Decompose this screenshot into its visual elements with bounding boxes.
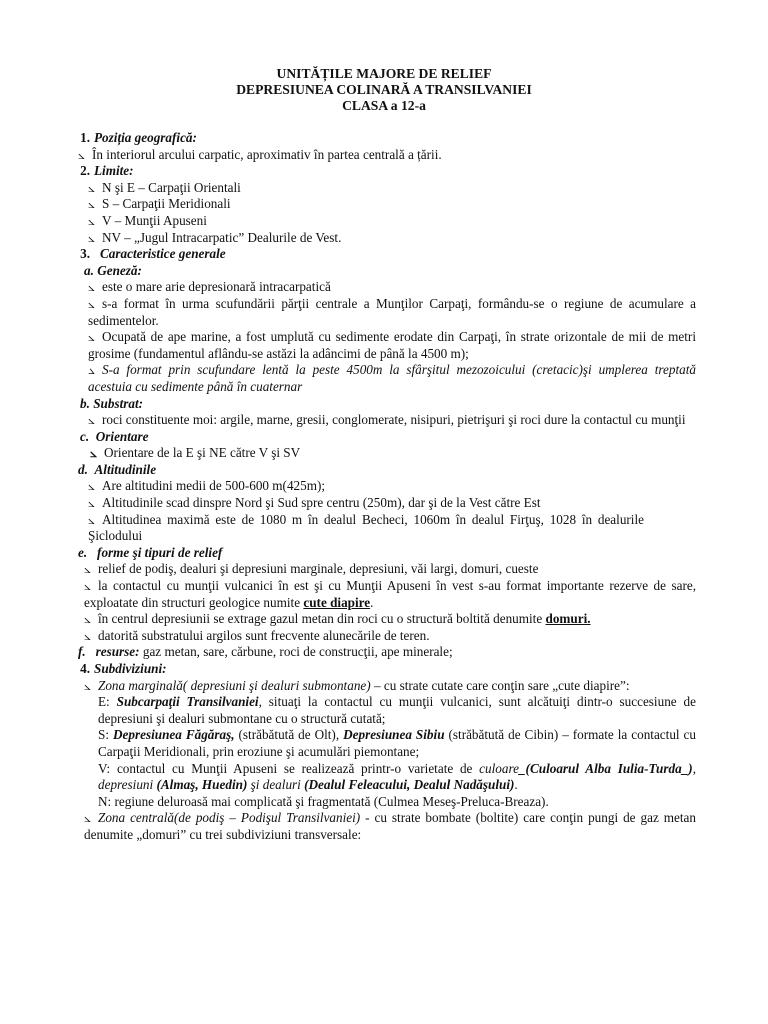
list-item: ⦣ S-a format prin scufundare lentă la peste 4500m la sfârşitul mezozoicului (cretacic)şi umplerea treptată acestuia cu sedimente până în cuaternar bbox=[88, 362, 696, 394]
section-3-heading bbox=[72, 246, 696, 263]
list-item: ⦣ în centrul depresiunii se extrage gazul metan din roci cu o structură boltită denumite domuri. bbox=[84, 611, 591, 627]
list-item: ⦣ este o mare arie depresionară intracarpatică bbox=[88, 279, 331, 295]
bullet-arrow-icon: ⦣ bbox=[88, 512, 95, 527]
bullet-arrow-icon: ⦣ bbox=[78, 147, 85, 162]
bullet-arrow-icon: ⦣ bbox=[88, 213, 95, 228]
list-item: ⦣ roci constituente moi: argile, marne, gresii, conglomerate, nisipuri, pietrişuri şi roci dure la contactul cu munţii bbox=[88, 412, 686, 428]
section-number: 4. bbox=[80, 661, 90, 676]
list-item: ⦣ Altitudinea maximă este de 1080 m în dealul Becheci, 1060m în dealul Firţuş, 1028 în dealurile Şiclodului bbox=[88, 511, 644, 544]
paragraph-north: N: regiune deluroasă mai complicată şi fragmentată (Culmea Meseş-Preluca-Breaza). bbox=[98, 793, 549, 809]
section-number: 2. bbox=[80, 163, 90, 179]
bullet-arrow-icon: ⦣ bbox=[84, 811, 91, 826]
bullet-arrow-icon: ⦣ bbox=[84, 579, 91, 594]
title-line-3: CLASA a 12-a bbox=[342, 98, 426, 113]
document-page bbox=[72, 66, 696, 844]
bullet-arrow-icon: ⦣ bbox=[88, 330, 95, 345]
section-title: Subdiviziuni: bbox=[94, 661, 167, 676]
section-4-heading bbox=[72, 661, 696, 678]
title-line-1: UNITĂȚILE MAJORE DE RELIEF bbox=[276, 66, 492, 81]
bullet-arrow-icon: ⦣ bbox=[84, 562, 91, 577]
list-item: ⦣ V – Munţii Apuseni bbox=[88, 212, 207, 228]
paragraph-east: E: Subcarpaţii Transilvaniei, situaţi la contactul cu munţii vulcanici, sunt alcătuiţi dintr-o succesiune de depresiuni şi dealuri submontane cu o structură cutată; bbox=[98, 694, 696, 726]
section-2-heading bbox=[72, 163, 696, 180]
section-title: Caracteristice generale bbox=[100, 246, 226, 262]
list-item: ⦣ S – Carpaţii Meridionali bbox=[88, 196, 231, 212]
list-item: ⦣ Orientare de la E şi NE către V şi SV bbox=[90, 445, 301, 461]
list-item: ⦣ NV – „Jugul Intracarpatic” Dealurile de Vest. bbox=[88, 229, 342, 245]
list-item: ⦣ la contactul cu munţii vulcanici în est şi cu Munţii Apuseni în vest s-au format importante rezerve de sare, exploatate din structuri geologice numite cute diapire. bbox=[84, 578, 696, 610]
bullet-arrow-icon: ⦣ bbox=[88, 230, 95, 245]
list-item: ⦣ Ocupată de ape marine, a fost umplută cu sedimente erodate din Carpaţi, în strate orizontale de mii de metri grosime (fundamentul aflându-se astăzi la adâncimi de până la 4500 m); bbox=[88, 329, 696, 361]
list-item: ⦣ Altitudinile scad dinspre Nord şi Sud spre centru (250m), dar şi de la Vest către Est bbox=[88, 495, 541, 511]
bullet-arrow-icon: ⦣ bbox=[84, 612, 91, 627]
bullet-arrow-icon: ⦣ bbox=[88, 363, 95, 378]
bullet-arrow-icon: ⦣ bbox=[88, 296, 95, 311]
bullet-arrow-icon: ⦣ bbox=[88, 496, 95, 511]
list-item: ⦣ Zona centrală(de podiş – Podişul Transilvaniei) - cu strate bombate (boltite) care conţin pungi de gaz metan denumite „domuri” cu trei subdiviziuni transversale: bbox=[84, 810, 696, 842]
list-item: ⦣ N şi E – Carpaţii Orientali bbox=[88, 179, 241, 195]
paragraph-west: V: contactul cu Munţii Apuseni se realizează printr-o varietate de culoare_(Culoarul Alba Iulia-Turda_), depresiuni (Almaş, Huedin) şi dealuri (Dealul Feleacului, Dealul Nadăşului). bbox=[98, 760, 696, 793]
subsection-a-heading: a. Geneză: bbox=[84, 262, 142, 278]
subsection-c-heading: c. Orientare bbox=[80, 428, 149, 444]
bullet-arrow-icon: ⦣ bbox=[88, 479, 95, 494]
list-item: ⦣ Are altitudini medii de 500-600 m(425m); bbox=[88, 478, 326, 494]
title-line-2: DEPRESIUNEA COLINARĂ A TRANSILVANIEI bbox=[236, 82, 532, 97]
list-item: ⦣ s-a format în urma scufundării părţii centrale a Munţilor Carpaţi, formându-se o regiune de acumulare a sedimentelor. bbox=[88, 295, 696, 328]
bullet-arrow-icon: ⦣ bbox=[88, 280, 95, 295]
bullet-arrow-icon: ⦣ bbox=[84, 628, 91, 643]
bullet-arrow-icon: ⦣ bbox=[88, 197, 95, 212]
list-item: ⦣ În interiorul arcului carpatic, aproximativ în partea centrală a țării. bbox=[78, 146, 442, 162]
bullet-arrow-icon: ⦣ bbox=[90, 446, 97, 461]
section-title: Limite: bbox=[94, 163, 134, 179]
section-1-heading bbox=[72, 130, 696, 147]
section-title: Poziția geografică: bbox=[94, 130, 197, 145]
section-number: 3. bbox=[80, 246, 90, 262]
subsection-e-heading: e. forme şi tipuri de relief bbox=[78, 544, 223, 560]
subsection-f-heading: f. resurse: gaz metan, sare, cărbune, roci de construcţii, ape minerale; bbox=[78, 644, 453, 660]
list-item: ⦣ datorită substratului argilos sunt frecvente alunecările de teren. bbox=[84, 627, 430, 643]
section-number: 1. bbox=[80, 130, 90, 145]
bullet-arrow-icon: ⦣ bbox=[88, 180, 95, 195]
bullet-arrow-icon: ⦣ bbox=[88, 413, 95, 428]
subsection-d-heading: d. Altitudinile bbox=[78, 461, 157, 477]
list-item: ⦣ Zona marginală( depresiuni şi dealuri submontane) – cu strate cutate care conţin sare „cute diapire”: bbox=[84, 677, 630, 693]
subsection-b-heading: b. Substrat: bbox=[80, 395, 144, 411]
paragraph-south: S: Depresiunea Făgăraş, (străbătută de Olt), Depresiunea Sibiu (străbătută de Cibin) – formate la contactul cu Carpaţii Meridionali, prin eroziune şi acumulări piemontane; bbox=[98, 727, 696, 759]
list-item: ⦣ relief de podiş, dealuri şi depresiuni marginale, depresiuni, văi largi, domuri, cueste bbox=[84, 561, 539, 577]
bullet-arrow-icon: ⦣ bbox=[84, 678, 91, 693]
